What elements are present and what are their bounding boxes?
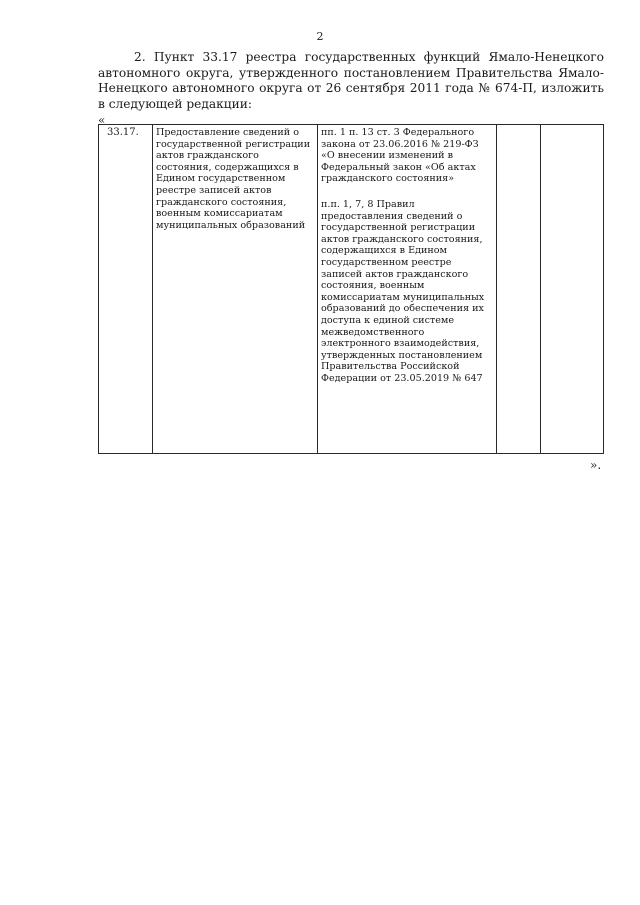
table-row (99, 125, 604, 454)
empty-cell-4 (497, 125, 541, 454)
opening-quote: « (98, 113, 106, 127)
item-number: 33.17. (107, 127, 139, 138)
legal-basis-federal-law: пп. 1 п. 13 ст. 3 Федерального закона от 23.06.2016 № 219-ФЗ «О внесении изменений в Федеральный закон «Об актах гражданского состояния» (321, 127, 479, 185)
item-number-cell (99, 125, 153, 454)
function-name: Предоставление сведений о государственной регистрации актов гражданского состояния, содержащихся в Едином государственном реестре записей актов гражданского состояния, военным комиссариатам муниципальных образований (156, 127, 311, 231)
empty-cell-5 (541, 125, 604, 454)
function-name-cell (153, 125, 318, 454)
paragraph-number: 2. (134, 50, 146, 64)
closing-quote: ». (590, 458, 602, 472)
amendment-paragraph (98, 50, 604, 112)
legal-basis-government-rules: п.п. 1, 7, 8 Правил предоставления сведений о государственной регистрации актов гражданского состояния, содержащихся в Едином государственном реестре записей актов гражданского состояния, военным комиссариатам муниципальных образований до обеспечения их доступа к единой системе межведомственного электронного взаимодействия, утвержденных постановлением Правительства Российской Федерации от 23.05.2019 № 647 (321, 198, 485, 384)
registry-table (98, 124, 604, 454)
legal-basis-cell (318, 125, 497, 454)
paragraph-text: Пункт 33.17 реестра государственных функций Ямало-Ненецкого автономного округа, утвержденного постановлением Правительства Ямало-Ненецкого автономного округа от 26 сентября 2011 года № 674-П, изложить в следующей редакции: (98, 50, 605, 111)
page-number: 2 (316, 30, 324, 43)
